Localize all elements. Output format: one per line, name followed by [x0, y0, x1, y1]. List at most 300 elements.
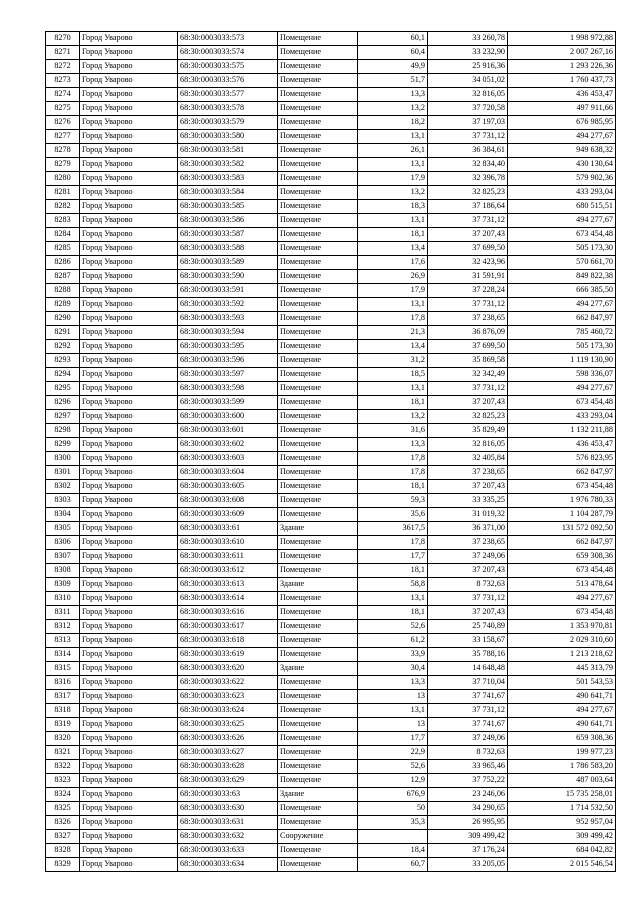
table-row [46, 634, 616, 648]
specific-value-cell: 32 405,84 [428, 452, 508, 466]
area-cell: 18,4 [358, 844, 428, 858]
row-number-cell: 8324 [46, 788, 80, 802]
cadastral-value-cell: 684 042,82 [508, 844, 616, 858]
area-cell: 61,2 [358, 634, 428, 648]
cadastral-value-cell: 494 277,67 [508, 130, 616, 144]
row-number-cell: 8293 [46, 354, 80, 368]
table-row [46, 32, 616, 46]
row-number-cell: 8298 [46, 424, 80, 438]
cadastral-value-cell: 676 985,95 [508, 116, 616, 130]
specific-value-cell: 36 371,00 [428, 522, 508, 536]
cadastral-value-cell: 659 308,36 [508, 550, 616, 564]
row-number-cell: 8271 [46, 46, 80, 60]
cadastral-value-cell: 659 308,36 [508, 732, 616, 746]
object-type-cell: Помещение [278, 242, 358, 256]
cadastral-value-cell: 673 454,48 [508, 606, 616, 620]
cadastral-value-cell: 436 453,47 [508, 88, 616, 102]
object-type-cell: Помещение [278, 816, 358, 830]
cadastral-number-cell: 68:30:0003033:592 [178, 298, 278, 312]
table-row [46, 620, 616, 634]
cadastral-number-cell: 68:30:0003033:617 [178, 620, 278, 634]
row-number-cell: 8305 [46, 522, 80, 536]
row-number-cell: 8307 [46, 550, 80, 564]
cadastral-value-cell: 1 760 437,73 [508, 74, 616, 88]
settlement-cell: Город Уварово [80, 298, 178, 312]
specific-value-cell: 26 995,95 [428, 816, 508, 830]
row-number-cell: 8304 [46, 508, 80, 522]
area-cell: 30,4 [358, 662, 428, 676]
table-row [46, 662, 616, 676]
area-cell: 18,1 [358, 564, 428, 578]
cadastral-number-cell: 68:30:0003033:598 [178, 382, 278, 396]
specific-value-cell: 37 238,65 [428, 466, 508, 480]
object-type-cell: Помещение [278, 312, 358, 326]
settlement-cell: Город Уварово [80, 32, 178, 46]
area-cell: 58,8 [358, 578, 428, 592]
area-cell: 676,9 [358, 788, 428, 802]
table-row [46, 606, 616, 620]
specific-value-cell: 14 648,48 [428, 662, 508, 676]
area-cell: 13,1 [358, 382, 428, 396]
row-number-cell: 8322 [46, 760, 80, 774]
table-row [46, 508, 616, 522]
table-row [46, 396, 616, 410]
object-type-cell: Помещение [278, 746, 358, 760]
settlement-cell: Город Уварово [80, 172, 178, 186]
area-cell: 51,7 [358, 74, 428, 88]
area-cell: 17,7 [358, 732, 428, 746]
cadastral-number-cell: 68:30:0003033:624 [178, 704, 278, 718]
cadastral-value-cell: 662 847,97 [508, 466, 616, 480]
settlement-cell: Город Уварово [80, 690, 178, 704]
cadastral-number-cell: 68:30:0003033:614 [178, 592, 278, 606]
row-number-cell: 8277 [46, 130, 80, 144]
cadastral-number-cell: 68:30:0003033:628 [178, 760, 278, 774]
area-cell: 13,3 [358, 438, 428, 452]
object-type-cell: Помещение [278, 340, 358, 354]
object-type-cell: Помещение [278, 844, 358, 858]
table-row [46, 382, 616, 396]
cadastral-number-cell: 68:30:0003033:618 [178, 634, 278, 648]
settlement-cell: Город Уварово [80, 760, 178, 774]
area-cell: 31,2 [358, 354, 428, 368]
area-cell: 13 [358, 690, 428, 704]
row-number-cell: 8311 [46, 606, 80, 620]
object-type-cell: Здание [278, 788, 358, 802]
settlement-cell: Город Уварово [80, 144, 178, 158]
cadastral-number-cell: 68:30:0003033:605 [178, 480, 278, 494]
cadastral-number-cell: 68:30:0003033:576 [178, 74, 278, 88]
cadastral-number-cell: 68:30:0003033:596 [178, 354, 278, 368]
table-row [46, 466, 616, 480]
row-number-cell: 8301 [46, 466, 80, 480]
settlement-cell: Город Уварово [80, 788, 178, 802]
settlement-cell: Город Уварово [80, 158, 178, 172]
settlement-cell: Город Уварово [80, 662, 178, 676]
area-cell: 21,3 [358, 326, 428, 340]
row-number-cell: 8291 [46, 326, 80, 340]
specific-value-cell: 37 731,12 [428, 130, 508, 144]
settlement-cell: Город Уварово [80, 312, 178, 326]
table-row [46, 102, 616, 116]
specific-value-cell: 32 834,40 [428, 158, 508, 172]
specific-value-cell: 37 249,06 [428, 550, 508, 564]
settlement-cell: Город Уварово [80, 536, 178, 550]
specific-value-cell: 37 197,03 [428, 116, 508, 130]
table-row [46, 732, 616, 746]
row-number-cell: 8294 [46, 368, 80, 382]
cadastral-number-cell: 68:30:0003033:600 [178, 410, 278, 424]
area-cell: 13,4 [358, 242, 428, 256]
settlement-cell: Город Уварово [80, 634, 178, 648]
settlement-cell: Город Уварово [80, 438, 178, 452]
cadastral-value-cell: 505 173,30 [508, 242, 616, 256]
settlement-cell: Город Уварово [80, 200, 178, 214]
specific-value-cell: 37 699,50 [428, 242, 508, 256]
row-number-cell: 8295 [46, 382, 80, 396]
settlement-cell: Город Уварово [80, 704, 178, 718]
area-cell: 60,4 [358, 46, 428, 60]
settlement-cell: Город Уварово [80, 620, 178, 634]
area-cell: 13,2 [358, 102, 428, 116]
cadastral-value-cell: 1 714 532,50 [508, 802, 616, 816]
object-type-cell: Помещение [278, 690, 358, 704]
specific-value-cell: 37 207,43 [428, 480, 508, 494]
cadastral-number-cell: 68:30:0003033:620 [178, 662, 278, 676]
cadastral-number-cell: 68:30:0003033:595 [178, 340, 278, 354]
settlement-cell: Город Уварово [80, 242, 178, 256]
cadastral-value-cell: 952 957,04 [508, 816, 616, 830]
cadastral-value-cell: 949 638,32 [508, 144, 616, 158]
row-number-cell: 8283 [46, 214, 80, 228]
object-type-cell: Помещение [278, 438, 358, 452]
area-cell: 35,3 [358, 816, 428, 830]
row-number-cell: 8282 [46, 200, 80, 214]
settlement-cell: Город Уварово [80, 424, 178, 438]
row-number-cell: 8318 [46, 704, 80, 718]
settlement-cell: Город Уварово [80, 256, 178, 270]
settlement-cell: Город Уварово [80, 732, 178, 746]
settlement-cell: Город Уварово [80, 214, 178, 228]
cadastral-value-cell: 131 572 092,50 [508, 522, 616, 536]
cadastral-number-cell: 68:30:0003033:577 [178, 88, 278, 102]
object-type-cell: Помещение [278, 466, 358, 480]
object-type-cell: Помещение [278, 46, 358, 60]
specific-value-cell: 25 916,36 [428, 60, 508, 74]
row-number-cell: 8321 [46, 746, 80, 760]
row-number-cell: 8288 [46, 284, 80, 298]
specific-value-cell: 33 260,78 [428, 32, 508, 46]
cadastral-value-cell: 673 454,48 [508, 480, 616, 494]
area-cell: 33,9 [358, 648, 428, 662]
cadastral-value-cell: 199 977,23 [508, 746, 616, 760]
area-cell: 17,8 [358, 536, 428, 550]
row-number-cell: 8303 [46, 494, 80, 508]
table-row [46, 242, 616, 256]
object-type-cell: Помещение [278, 88, 358, 102]
specific-value-cell: 36 384,61 [428, 144, 508, 158]
settlement-cell: Город Уварово [80, 88, 178, 102]
cadastral-value-cell: 494 277,67 [508, 704, 616, 718]
specific-value-cell: 36 876,09 [428, 326, 508, 340]
table-body [46, 32, 616, 872]
specific-value-cell: 32 396,78 [428, 172, 508, 186]
table-row [46, 298, 616, 312]
cadastral-number-cell: 68:30:0003033:623 [178, 690, 278, 704]
specific-value-cell: 37 186,64 [428, 200, 508, 214]
table-row [46, 774, 616, 788]
settlement-cell: Город Уварово [80, 844, 178, 858]
row-number-cell: 8274 [46, 88, 80, 102]
specific-value-cell: 37 731,12 [428, 592, 508, 606]
cadastral-value-cell: 598 336,07 [508, 368, 616, 382]
object-type-cell: Помещение [278, 648, 358, 662]
object-type-cell: Помещение [278, 410, 358, 424]
cadastral-number-cell: 68:30:0003033:609 [178, 508, 278, 522]
row-number-cell: 8327 [46, 830, 80, 844]
object-type-cell: Помещение [278, 634, 358, 648]
row-number-cell: 8290 [46, 312, 80, 326]
area-cell: 60,7 [358, 858, 428, 872]
area-cell [358, 830, 428, 844]
cadastral-number-cell: 68:30:0003033:608 [178, 494, 278, 508]
cadastral-number-cell: 68:30:0003033:633 [178, 844, 278, 858]
cadastral-number-cell: 68:30:0003033:61 [178, 522, 278, 536]
object-type-cell: Помещение [278, 158, 358, 172]
area-cell: 17,8 [358, 452, 428, 466]
cadastral-number-cell: 68:30:0003033:602 [178, 438, 278, 452]
specific-value-cell: 37 741,67 [428, 718, 508, 732]
cadastral-number-cell: 68:30:0003033:578 [178, 102, 278, 116]
cadastral-value-cell: 309 499,42 [508, 830, 616, 844]
object-type-cell: Помещение [278, 116, 358, 130]
table-row [46, 172, 616, 186]
specific-value-cell: 31 591,91 [428, 270, 508, 284]
area-cell: 17,7 [358, 550, 428, 564]
settlement-cell: Город Уварово [80, 508, 178, 522]
cadastral-value-cell: 433 293,04 [508, 186, 616, 200]
settlement-cell: Город Уварово [80, 480, 178, 494]
area-cell: 18,1 [358, 396, 428, 410]
object-type-cell: Помещение [278, 368, 358, 382]
object-type-cell: Помещение [278, 228, 358, 242]
cadastral-value-cell: 662 847,97 [508, 536, 616, 550]
table-row [46, 704, 616, 718]
settlement-cell: Город Уварово [80, 46, 178, 60]
row-number-cell: 8323 [46, 774, 80, 788]
table-row [46, 438, 616, 452]
cadastral-number-cell: 68:30:0003033:632 [178, 830, 278, 844]
cadastral-number-cell: 68:30:0003033:631 [178, 816, 278, 830]
settlement-cell: Город Уварово [80, 326, 178, 340]
settlement-cell: Город Уварово [80, 676, 178, 690]
specific-value-cell: 31 019,32 [428, 508, 508, 522]
area-cell: 18,1 [358, 606, 428, 620]
area-cell: 31,6 [358, 424, 428, 438]
settlement-cell: Город Уварово [80, 396, 178, 410]
settlement-cell: Город Уварово [80, 816, 178, 830]
cadastral-value-cell: 494 277,67 [508, 592, 616, 606]
cadastral-number-cell: 68:30:0003033:594 [178, 326, 278, 340]
table-row [46, 116, 616, 130]
cadastral-number-cell: 68:30:0003033:601 [178, 424, 278, 438]
table-row [46, 88, 616, 102]
settlement-cell: Город Уварово [80, 340, 178, 354]
area-cell: 13,3 [358, 88, 428, 102]
row-number-cell: 8310 [46, 592, 80, 606]
object-type-cell: Помещение [278, 130, 358, 144]
table-row [46, 200, 616, 214]
object-type-cell: Помещение [278, 704, 358, 718]
cadastral-value-cell: 505 173,30 [508, 340, 616, 354]
specific-value-cell: 35 869,58 [428, 354, 508, 368]
area-cell: 13,1 [358, 298, 428, 312]
cadastral-number-cell: 68:30:0003033:613 [178, 578, 278, 592]
cadastral-number-cell: 68:30:0003033:629 [178, 774, 278, 788]
specific-value-cell: 37 176,24 [428, 844, 508, 858]
specific-value-cell: 37 207,43 [428, 606, 508, 620]
settlement-cell: Город Уварово [80, 228, 178, 242]
area-cell: 13,2 [358, 186, 428, 200]
cadastral-value-cell: 490 641,71 [508, 690, 616, 704]
table-row [46, 592, 616, 606]
table-row [46, 74, 616, 88]
cadastral-value-cell: 2 029 310,60 [508, 634, 616, 648]
row-number-cell: 8270 [46, 32, 80, 46]
table-row [46, 46, 616, 60]
settlement-cell: Город Уварово [80, 284, 178, 298]
row-number-cell: 8285 [46, 242, 80, 256]
cadastral-value-cell: 433 293,04 [508, 410, 616, 424]
specific-value-cell: 37 207,43 [428, 228, 508, 242]
row-number-cell: 8317 [46, 690, 80, 704]
area-cell: 52,6 [358, 760, 428, 774]
row-number-cell: 8292 [46, 340, 80, 354]
object-type-cell: Здание [278, 578, 358, 592]
specific-value-cell: 32 816,05 [428, 88, 508, 102]
object-type-cell: Сооружение [278, 830, 358, 844]
cadastral-number-cell: 68:30:0003033:622 [178, 676, 278, 690]
settlement-cell: Город Уварово [80, 130, 178, 144]
table-row [46, 326, 616, 340]
cadastral-value-cell: 501 543,53 [508, 676, 616, 690]
object-type-cell: Помещение [278, 732, 358, 746]
cadastral-value-cell: 1 293 226,36 [508, 60, 616, 74]
specific-value-cell: 37 238,65 [428, 536, 508, 550]
table-row [46, 284, 616, 298]
row-number-cell: 8275 [46, 102, 80, 116]
object-type-cell: Помещение [278, 452, 358, 466]
cadastral-number-cell: 68:30:0003033:579 [178, 116, 278, 130]
settlement-cell: Город Уварово [80, 564, 178, 578]
row-number-cell: 8297 [46, 410, 80, 424]
cadastral-number-cell: 68:30:0003033:573 [178, 32, 278, 46]
area-cell: 18,1 [358, 228, 428, 242]
row-number-cell: 8325 [46, 802, 80, 816]
table-row [46, 676, 616, 690]
specific-value-cell: 32 816,05 [428, 438, 508, 452]
cadastral-number-cell: 68:30:0003033:585 [178, 200, 278, 214]
object-type-cell: Помещение [278, 620, 358, 634]
cadastral-value-cell: 785 460,72 [508, 326, 616, 340]
object-type-cell: Помещение [278, 508, 358, 522]
object-type-cell: Помещение [278, 102, 358, 116]
row-number-cell: 8309 [46, 578, 80, 592]
row-number-cell: 8308 [46, 564, 80, 578]
table-row [46, 354, 616, 368]
specific-value-cell: 37 699,50 [428, 340, 508, 354]
cadastral-value-cell: 445 313,79 [508, 662, 616, 676]
object-type-cell: Здание [278, 522, 358, 536]
area-cell: 13,1 [358, 704, 428, 718]
row-number-cell: 8302 [46, 480, 80, 494]
specific-value-cell: 37 731,12 [428, 382, 508, 396]
cadastral-number-cell: 68:30:0003033:626 [178, 732, 278, 746]
object-type-cell: Помещение [278, 774, 358, 788]
object-type-cell: Помещение [278, 550, 358, 564]
area-cell: 13,4 [358, 340, 428, 354]
object-type-cell: Помещение [278, 32, 358, 46]
object-type-cell: Помещение [278, 60, 358, 74]
table-row [46, 452, 616, 466]
area-cell: 17,8 [358, 312, 428, 326]
specific-value-cell: 37 710,04 [428, 676, 508, 690]
settlement-cell: Город Уварово [80, 466, 178, 480]
area-cell: 35,6 [358, 508, 428, 522]
cadastral-value-cell: 673 454,48 [508, 228, 616, 242]
cadastral-value-cell: 1 976 780,33 [508, 494, 616, 508]
object-type-cell: Помещение [278, 298, 358, 312]
table-row [46, 410, 616, 424]
cadastral-number-cell: 68:30:0003033:634 [178, 858, 278, 872]
row-number-cell: 8272 [46, 60, 80, 74]
row-number-cell: 8276 [46, 116, 80, 130]
settlement-cell: Город Уварово [80, 550, 178, 564]
area-cell: 12,9 [358, 774, 428, 788]
area-cell: 18,2 [358, 116, 428, 130]
cadastral-table [45, 31, 616, 872]
cadastral-value-cell: 570 661,70 [508, 256, 616, 270]
cadastral-number-cell: 68:30:0003033:583 [178, 172, 278, 186]
cadastral-number-cell: 68:30:0003033:593 [178, 312, 278, 326]
table-row [46, 368, 616, 382]
area-cell: 13,1 [358, 592, 428, 606]
area-cell: 50 [358, 802, 428, 816]
row-number-cell: 8300 [46, 452, 80, 466]
cadastral-number-cell: 68:30:0003033:574 [178, 46, 278, 60]
object-type-cell: Помещение [278, 186, 358, 200]
specific-value-cell: 37 731,12 [428, 704, 508, 718]
row-number-cell: 8296 [46, 396, 80, 410]
specific-value-cell: 37 238,65 [428, 312, 508, 326]
object-type-cell: Помещение [278, 718, 358, 732]
table-row [46, 788, 616, 802]
cadastral-value-cell: 494 277,67 [508, 298, 616, 312]
area-cell: 13,3 [358, 676, 428, 690]
table-row [46, 550, 616, 564]
specific-value-cell: 34 051,02 [428, 74, 508, 88]
specific-value-cell: 37 228,24 [428, 284, 508, 298]
settlement-cell: Город Уварово [80, 718, 178, 732]
row-number-cell: 8284 [46, 228, 80, 242]
cadastral-number-cell: 68:30:0003033:611 [178, 550, 278, 564]
cadastral-value-cell: 1 119 130,90 [508, 354, 616, 368]
specific-value-cell: 37 752,22 [428, 774, 508, 788]
specific-value-cell: 35 788,16 [428, 648, 508, 662]
specific-value-cell: 32 423,96 [428, 256, 508, 270]
object-type-cell: Помещение [278, 494, 358, 508]
row-number-cell: 8326 [46, 816, 80, 830]
